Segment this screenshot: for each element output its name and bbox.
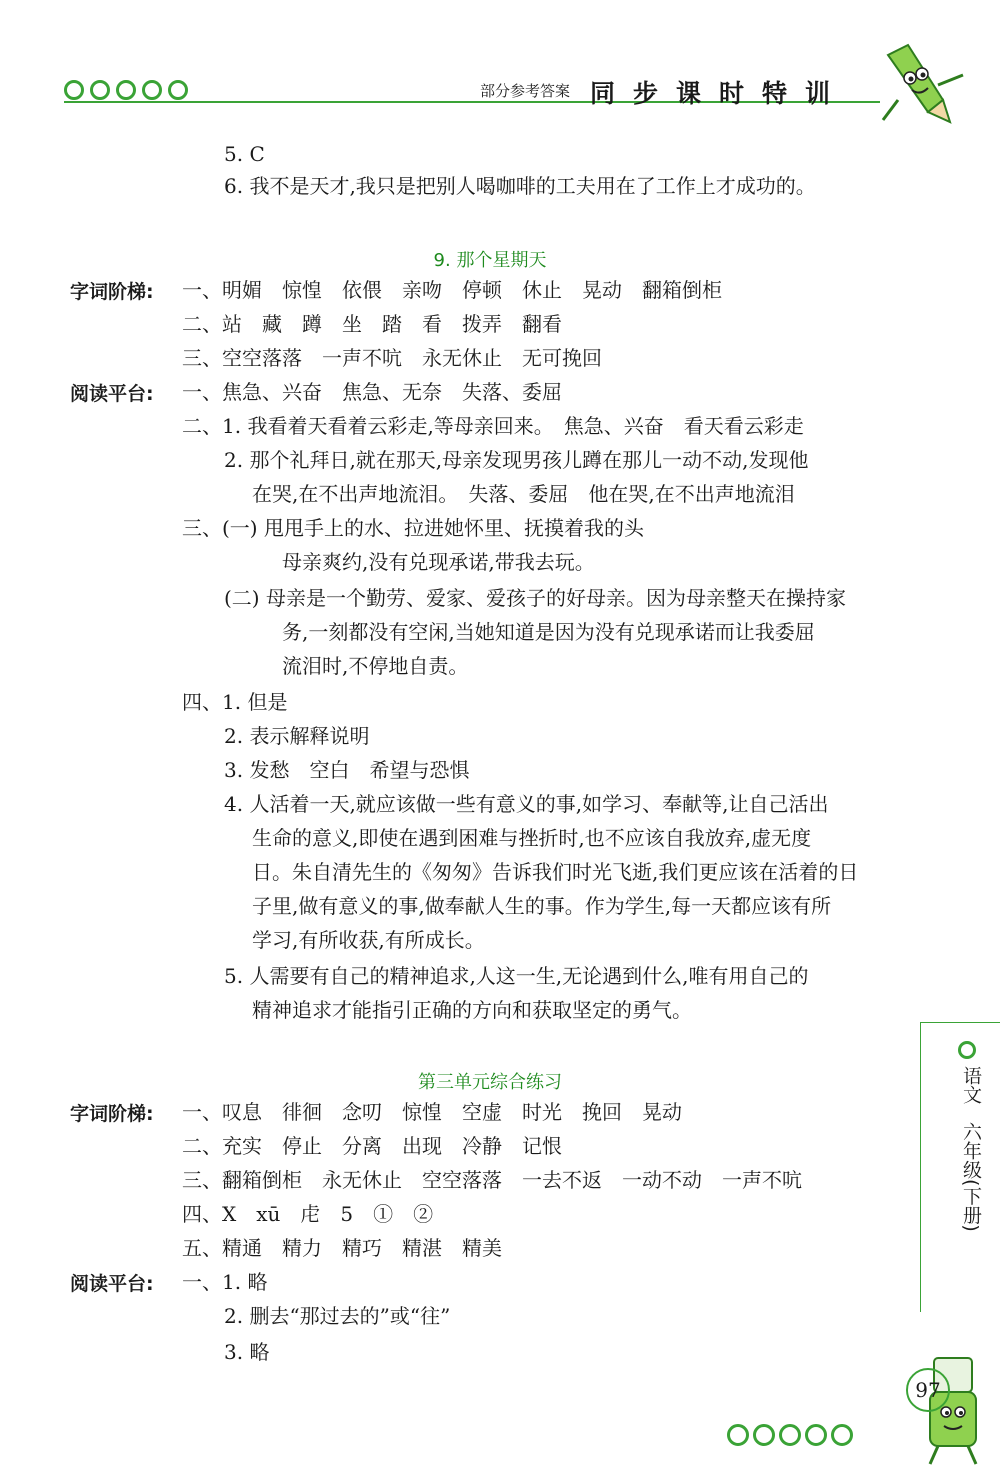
header-circles xyxy=(64,80,188,100)
sidebar-grade: 六年级(下册) xyxy=(960,1122,982,1232)
circle-decoration xyxy=(805,1424,827,1446)
answer-line: 四、X xū 虍 5 ① ② xyxy=(182,1202,434,1226)
answer-line: 一、1. 略 xyxy=(182,1270,268,1294)
answer-line: 3. 发愁 空白 希望与恐惧 xyxy=(224,758,470,782)
answer-line: 2. 表示解释说明 xyxy=(224,724,370,748)
label-reading-platform: 阅读平台: xyxy=(70,1273,154,1295)
label-word-ladder: 字词阶梯: xyxy=(70,1103,154,1125)
answer-line: 三、(一) 甩甩手上的水、拉进她怀里、抚摸着我的头 xyxy=(182,516,644,540)
circle-decoration xyxy=(831,1424,853,1446)
circle-decoration xyxy=(727,1424,749,1446)
answer-line: 5. C xyxy=(224,142,265,166)
answer-line: 一、焦急、兴奋 焦急、无奈 失落、委屈 xyxy=(182,380,562,404)
answer-line: 五、精通 精力 精巧 精湛 精美 xyxy=(182,1236,502,1260)
section-title: 9. 那个星期天 xyxy=(433,250,547,271)
answer-line: 一、叹息 徘徊 念叨 惊惶 空虚 时光 挽回 晃动 xyxy=(182,1100,682,1124)
circle-decoration xyxy=(142,80,162,100)
answer-line: 2. 删去“那过去的”或“往” xyxy=(224,1304,451,1328)
circle-decoration xyxy=(753,1424,775,1446)
pencil-mascot-icon xyxy=(868,40,978,140)
answer-line: 日。朱自清先生的《匆匆》告诉我们时光飞逝,我们更应该在活着的日 xyxy=(252,860,859,884)
answer-line: 二、1. 我看着天看着云彩走,等母亲回来。 焦急、兴奋 看天看云彩走 xyxy=(182,414,804,438)
answer-line: 二、站 藏 蹲 坐 踏 看 拨弄 翻看 xyxy=(182,312,562,336)
sidebar-rule xyxy=(920,1022,1000,1023)
circle-decoration xyxy=(779,1424,801,1446)
answer-line: 在哭,在不出声地流泪。 失落、委屈 他在哭,在不出声地流泪 xyxy=(252,482,795,506)
answer-line: 5. 人需要有自己的精神追求,人这一生,无论遇到什么,唯有用自己的 xyxy=(224,964,809,988)
answer-line: 3. 略 xyxy=(224,1340,270,1364)
label-reading-platform: 阅读平台: xyxy=(70,383,154,405)
answer-line: 三、空空落落 一声不吭 永无休止 无可挽回 xyxy=(182,346,602,370)
label-word-ladder: 字词阶梯: xyxy=(70,281,154,303)
answer-line: 6. 我不是天才,我只是把别人喝咖啡的工夫用在了工作上才成功的。 xyxy=(224,174,816,198)
header-label: 部分参考答案 xyxy=(480,82,571,100)
page-number: 97 xyxy=(906,1368,950,1412)
answer-line: 2. 那个礼拜日,就在那天,母亲发现男孩儿蹲在那儿一动不动,发现他 xyxy=(224,448,809,472)
sidebar-subject: 语文 xyxy=(960,1066,982,1104)
answer-line: 子里,做有意义的事,做奉献人生的事。作为学生,每一天都应该有所 xyxy=(252,894,832,918)
answer-line: 四、1. 但是 xyxy=(182,690,288,714)
footer-circles xyxy=(727,1424,853,1446)
circle-decoration xyxy=(958,1041,976,1059)
header-title: 同步课时特训 xyxy=(590,79,849,108)
answer-line: 务,一刻都没有空闲,当她知道是因为没有兑现承诺而让我委屈 xyxy=(282,620,815,644)
answer-line: 一、明媚 惊惶 依偎 亲吻 停顿 休止 晃动 翻箱倒柜 xyxy=(182,278,722,302)
answer-line: 二、充实 停止 分离 出现 冷静 记恨 xyxy=(182,1134,562,1158)
circle-decoration xyxy=(116,80,136,100)
answer-line: (二) 母亲是一个勤劳、爱家、爱孩子的好母亲。因为母亲整天在操持家 xyxy=(224,586,846,610)
answer-line: 流泪时,不停地自责。 xyxy=(282,654,469,678)
answer-line: 三、翻箱倒柜 永无休止 空空落落 一去不返 一动不动 一声不吭 xyxy=(182,1168,802,1192)
answer-line: 母亲爽约,没有兑现承诺,带我去玩。 xyxy=(282,550,595,574)
circle-decoration xyxy=(64,80,84,100)
circle-decoration xyxy=(168,80,188,100)
answer-line: 精神追求才能指引正确的方向和获取坚定的勇气。 xyxy=(252,998,692,1022)
answer-line: 4. 人活着一天,就应该做一些有意义的事,如学习、奉献等,让自己活出 xyxy=(224,792,829,816)
answer-line: 学习,有所收获,有所成长。 xyxy=(252,928,485,952)
sidebar-vertical-rule xyxy=(920,1022,921,1312)
circle-decoration xyxy=(90,80,110,100)
answer-line: 生命的意义,即使在遇到困难与挫折时,也不应该自我放弃,虚无度 xyxy=(252,826,812,850)
section-title: 第三单元综合练习 xyxy=(418,1072,562,1093)
